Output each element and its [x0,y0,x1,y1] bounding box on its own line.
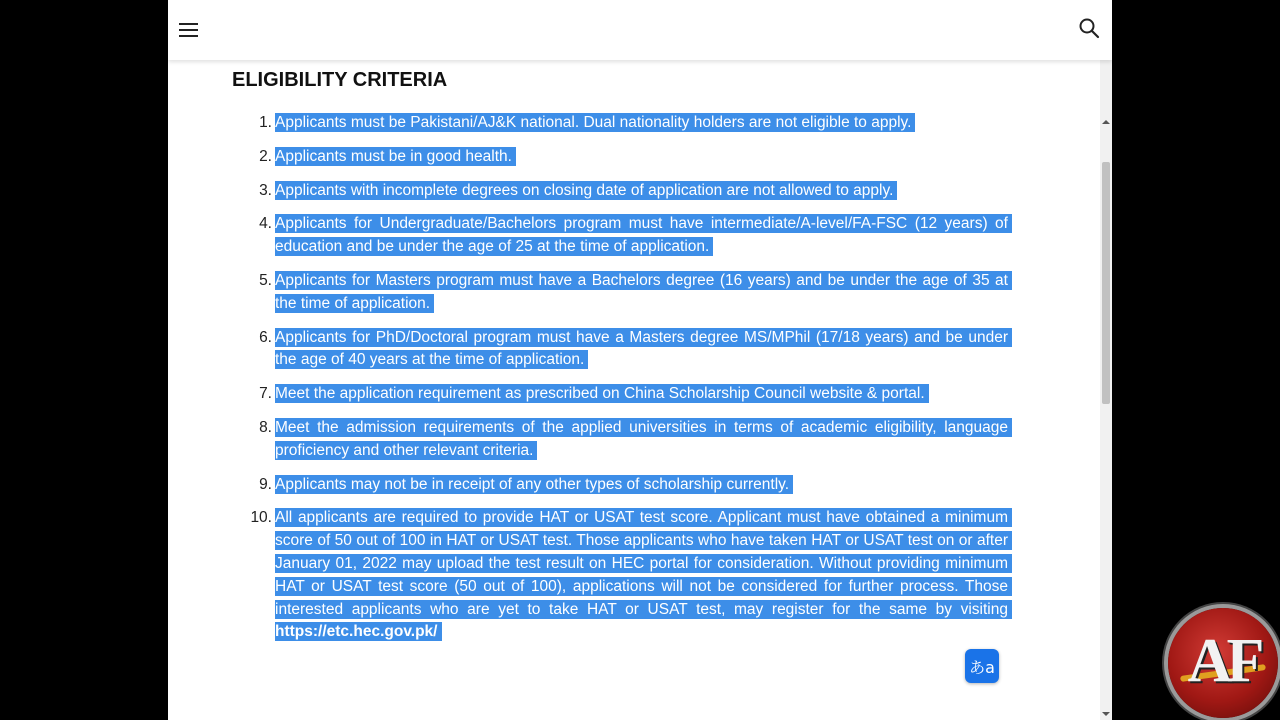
list-item-text [275,214,1012,256]
list-item-number: 7. [259,385,272,403]
list-item [232,146,1012,169]
scroll-up-arrow-icon[interactable] [1102,120,1110,124]
criterion-text: Applicants with incomplete degrees on closing date of application are not allowed to apply. [275,181,894,199]
list-item [232,213,1012,259]
list-item [232,417,1012,463]
list-item-text [275,475,793,494]
list-item-number: 10. [250,509,272,527]
list-item [232,474,1012,497]
channel-logo [1168,608,1278,718]
list-item [232,507,1012,644]
list-item-text [275,328,1012,370]
scrollbar[interactable] [1100,60,1112,720]
criterion-text: Applicants must be Pakistani/AJ&K national. Dual nationality holders are not eligible to apply. [275,114,912,131]
list-item-text [275,147,516,166]
list-item-text [275,181,897,200]
criteria-list [232,112,1012,655]
list-item-number: 4. [259,215,272,233]
criterion-text: Applicants for PhD/Doctoral program must have a Masters degree MS/MPhil (17/18 years) and be under the age of 40 years at the time of application. [275,328,1008,369]
list-item-number: 3. [259,181,272,199]
list-item-text [275,271,1012,313]
list-item-number: 8. [259,418,272,436]
list-item-number: 9. [259,475,272,493]
list-item-number: 5. [259,271,272,289]
list-item-text [275,418,1012,460]
list-item-text [275,508,1012,641]
search-icon[interactable] [1078,17,1100,39]
web-page [168,0,1112,720]
translate-icon[interactable] [965,649,999,683]
list-item-number: 1. [259,114,272,131]
list-item-number: 2. [259,147,272,165]
criterion-text: Applicants for Masters program must have a Bachelors degree (16 years) and be under the age of 35 at the time of application. [275,271,1008,312]
criterion-text: Applicants may not be in receipt of any other types of scholarship currently. [275,475,790,493]
hamburger-menu-icon[interactable] [178,18,200,42]
list-item [232,112,1012,135]
hec-portal-link[interactable]: https://etc.hec.gov.pk/ [275,623,438,641]
list-item-text [275,384,929,403]
section-heading: ELIGIBILITY CRITERIA [232,69,448,91]
criterion-text: All applicants are required to provide HAT or USAT test score. Applicant must have obtained a minimum score of 50 out of 100 in HAT or USAT test. Those applicants who have taken HAT or USAT test on or after January 01, 2022 may upload the test result on HEC portal for consideration. Without providing minimum HAT or USAT test score (50 out of 100), applications will not be considered for further process. Those interested applicants who are yet to take HAT or USAT test, may register for the same by visiting [275,509,1008,618]
criterion-text: Applicants for Undergraduate/Bachelors program must have intermediate/A-level/FA-FSC (12 years) of education and be under the age of 25 at the time of application. [275,215,1008,256]
list-item [232,270,1012,316]
criterion-text: Applicants must be in good health. [275,147,512,165]
list-item [232,327,1012,373]
criterion-text: Meet the admission requirements of the applied universities in terms of academic eligibility, language proficiency and other relevant criteria. [275,418,1008,459]
translate-glyph: あa [969,657,995,677]
list-item [232,180,1012,203]
article-content [232,66,1012,641]
criterion-text: Meet the application requirement as prescribed on China Scholarship Council website & portal. [275,385,925,403]
list-item [232,383,1012,406]
list-item-number: 6. [259,328,272,346]
scroll-down-arrow-icon[interactable] [1102,712,1110,716]
scrollbar-thumb[interactable] [1102,162,1110,404]
list-item-text [275,113,915,132]
logo-text: AF [1187,627,1259,695]
top-app-bar [168,0,1112,60]
